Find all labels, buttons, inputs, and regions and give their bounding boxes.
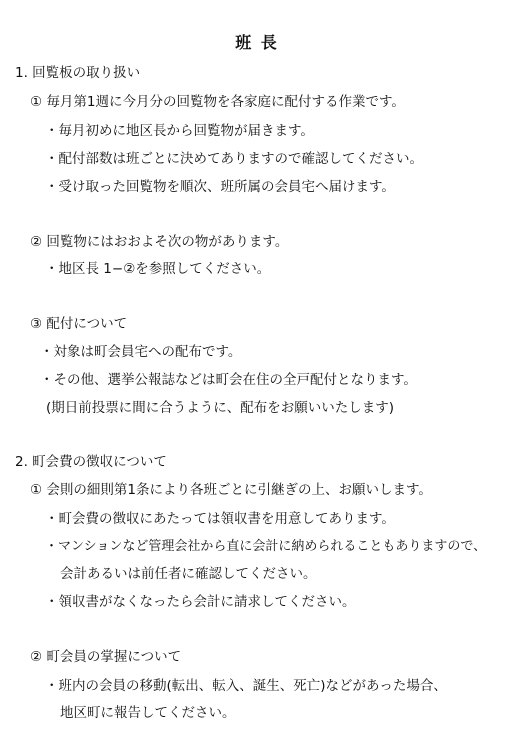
- s2-item-1-bullet-2: ・マンションなど管理会社から直に会計に納められることもありますので、: [45, 539, 487, 554]
- s1-item-1-bullet-3: ・受け取った回覧物を順次、班所属の会員宅へ届けます。: [45, 179, 395, 195]
- s1-item-2-bullet-1: ・地区長 1−②を参照してください。: [45, 261, 271, 277]
- s1-item-3-note: (期日前投票に間に合うように、配布をお願いいたします): [46, 400, 395, 416]
- s1-item-3-bullet-1: ・対象は町会員宅への配布です。: [40, 344, 242, 360]
- page-title: 班 長: [235, 33, 279, 52]
- s2-item-1-bullet-3: ・領収書がなくなったら会計に請求してください。: [45, 594, 356, 610]
- s1-item-2: ② 回覧物にはおおよそ次の物があります。: [30, 234, 289, 250]
- s2-item-2: ② 町会員の掌握について: [30, 649, 182, 665]
- s2-item-1: ① 会則の細則第1条により各班ごとに引継ぎの上、お願いします。: [30, 482, 432, 498]
- section-2-heading: 2. 町会費の徴収について: [15, 454, 167, 470]
- s1-item-3: ③ 配付について: [30, 316, 128, 332]
- s2-item-1-bullet-2-cont: 会計あるいは前任者に確認してください。: [60, 566, 317, 582]
- s1-item-3-bullet-2: ・その他、選挙公報誌などは町会在住の全戸配付となります。: [40, 372, 417, 388]
- s1-item-1-bullet-2: ・配付部数は班ごとに決めてありますので確認してください。: [45, 151, 423, 167]
- s2-item-2-bullet-1: ・班内の会員の移動(転出、転入、誕生、死亡)などがあった場合、: [45, 678, 447, 694]
- s1-item-1-bullet-1: ・毎月初めに地区長から回覧物が届きます。: [45, 123, 314, 139]
- s2-item-2-bullet-1-cont: 地区町に報告してください。: [60, 705, 236, 721]
- section-1-heading: 1. 回覧板の取り扱い: [15, 65, 141, 81]
- s1-item-1: ① 毎月第1週に今月分の回覧物を各家庭に配付する作業です。: [30, 94, 405, 110]
- s2-item-1-bullet-1: ・町会費の徴収にあたっては領収書を用意してあります。: [45, 511, 395, 527]
